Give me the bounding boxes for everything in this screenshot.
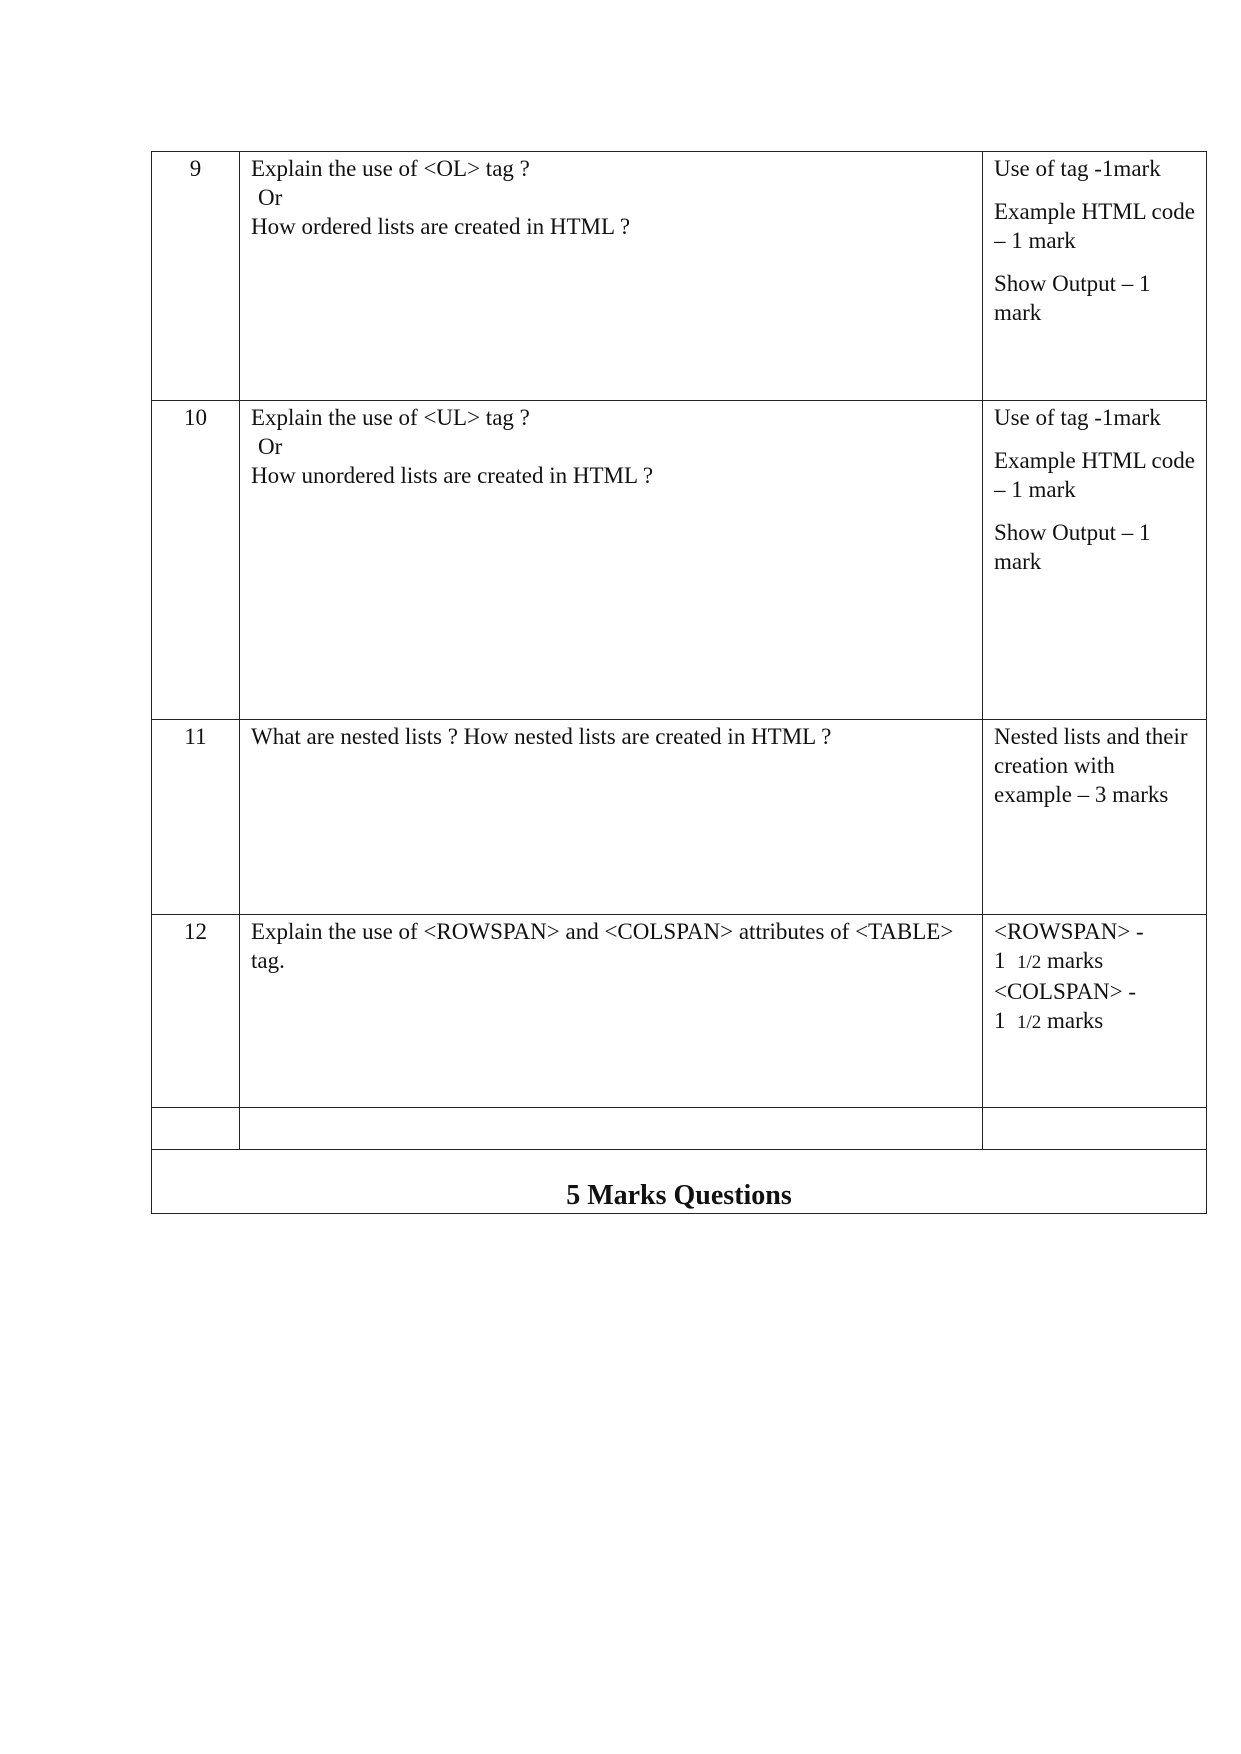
question-line: Explain the use of <OL> tag ? — [251, 156, 530, 181]
table-row — [152, 152, 1207, 401]
question-number: 11 — [152, 720, 240, 915]
marks-unit: marks — [1047, 948, 1104, 973]
marks-unit: marks — [1047, 1008, 1104, 1033]
question-line: Explain the use of <UL> tag ? — [251, 405, 530, 430]
question-text — [240, 152, 983, 401]
empty-cell — [152, 1108, 240, 1150]
marks-colspan-label: <COLSPAN> - — [994, 979, 1137, 1004]
table-row — [152, 401, 1207, 720]
marks-part: Example HTML code – 1 mark — [994, 448, 1195, 502]
section-heading-row — [152, 1150, 1207, 1214]
marks-whole: 1 — [994, 948, 1006, 973]
marks-scheme — [983, 152, 1207, 401]
question-line: Explain the use of <ROWSPAN> and <COLSPAN> attributes of <TABLE> tag. — [251, 919, 954, 973]
empty-row — [152, 1108, 1207, 1150]
empty-cell — [240, 1108, 983, 1150]
empty-cell — [983, 1108, 1207, 1150]
question-text — [240, 720, 983, 915]
marks-scheme — [983, 915, 1207, 1108]
question-text — [240, 401, 983, 720]
marks-scheme — [983, 401, 1207, 720]
marks-colspan-value — [994, 1006, 1198, 1037]
question-line: How unordered lists are created in HTML ? — [251, 463, 654, 488]
question-text — [240, 915, 983, 1108]
question-line: How ordered lists are created in HTML ? — [251, 214, 631, 239]
section-heading: 5 Marks Questions — [566, 1180, 792, 1211]
marks-whole: 1 — [994, 1008, 1006, 1033]
table-row — [152, 720, 1207, 915]
marks-scheme — [983, 720, 1207, 915]
question-or: Or — [258, 434, 283, 459]
marks-part: Nested lists and their creation with example – 3 marks — [994, 724, 1188, 807]
question-number: 9 — [152, 152, 240, 401]
question-table — [151, 151, 1207, 1214]
question-number: 10 — [152, 401, 240, 720]
marks-part: Use of tag -1mark — [994, 405, 1161, 430]
question-line: What are nested lists ? How nested lists are created in HTML ? — [251, 724, 832, 749]
marks-part: Show Output – 1 mark — [994, 271, 1151, 325]
marks-fraction: 1/2 — [1017, 1012, 1042, 1033]
marks-part: Use of tag -1mark — [994, 156, 1161, 181]
marks-part: Example HTML code – 1 mark — [994, 199, 1195, 253]
table-row — [152, 915, 1207, 1108]
section-heading-cell — [152, 1150, 1207, 1214]
marks-fraction: 1/2 — [1017, 952, 1042, 973]
marks-rowspan-label: <ROWSPAN> - — [994, 919, 1144, 944]
marks-rowspan-value — [994, 946, 1198, 977]
question-or: Or — [258, 185, 283, 210]
question-number: 12 — [152, 915, 240, 1108]
marks-part: Show Output – 1 mark — [994, 520, 1151, 574]
